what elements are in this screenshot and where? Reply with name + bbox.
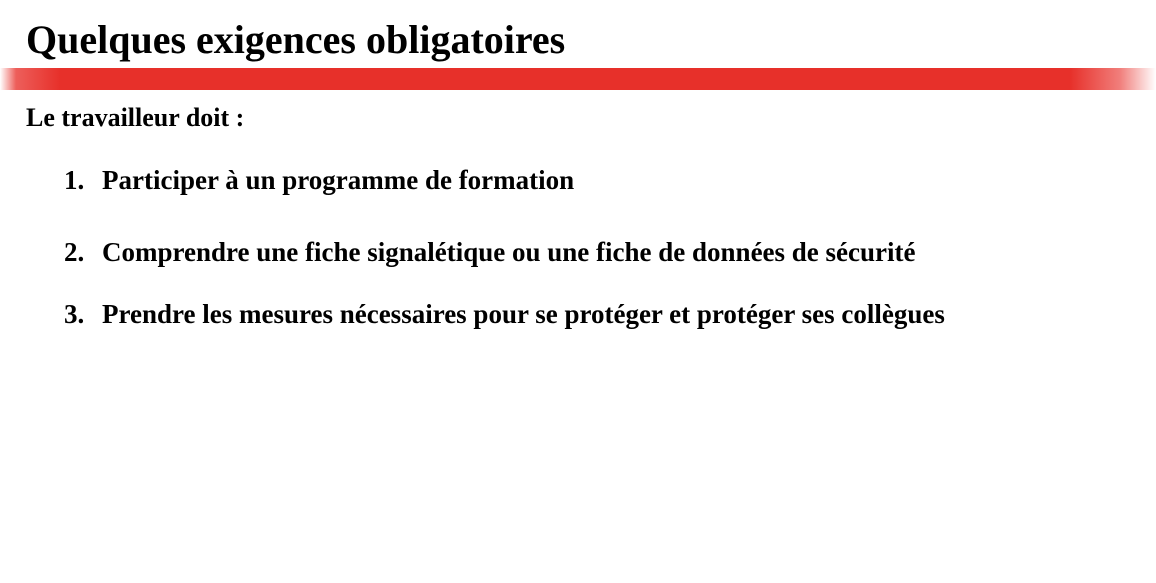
requirement-number: 3.	[64, 299, 85, 329]
requirement-text: Prendre les mesures nécessaires pour se protéger et protéger ses collègues	[102, 299, 945, 329]
requirement-number: 2.	[64, 237, 85, 267]
requirement-item-2	[64, 235, 916, 269]
slide-title: Quelques exigences obligatoires	[26, 17, 566, 62]
title-accent-bar	[0, 68, 1156, 90]
requirement-text: Participer à un programme de formation	[102, 165, 575, 195]
requirement-text: Comprendre une fiche signalétique ou une fiche de données de sécurité	[102, 237, 916, 267]
requirement-item-1	[64, 163, 574, 197]
intro-text: Le travailleur doit :	[26, 103, 245, 132]
requirement-number: 1.	[64, 165, 85, 195]
requirement-item-3	[64, 297, 945, 331]
